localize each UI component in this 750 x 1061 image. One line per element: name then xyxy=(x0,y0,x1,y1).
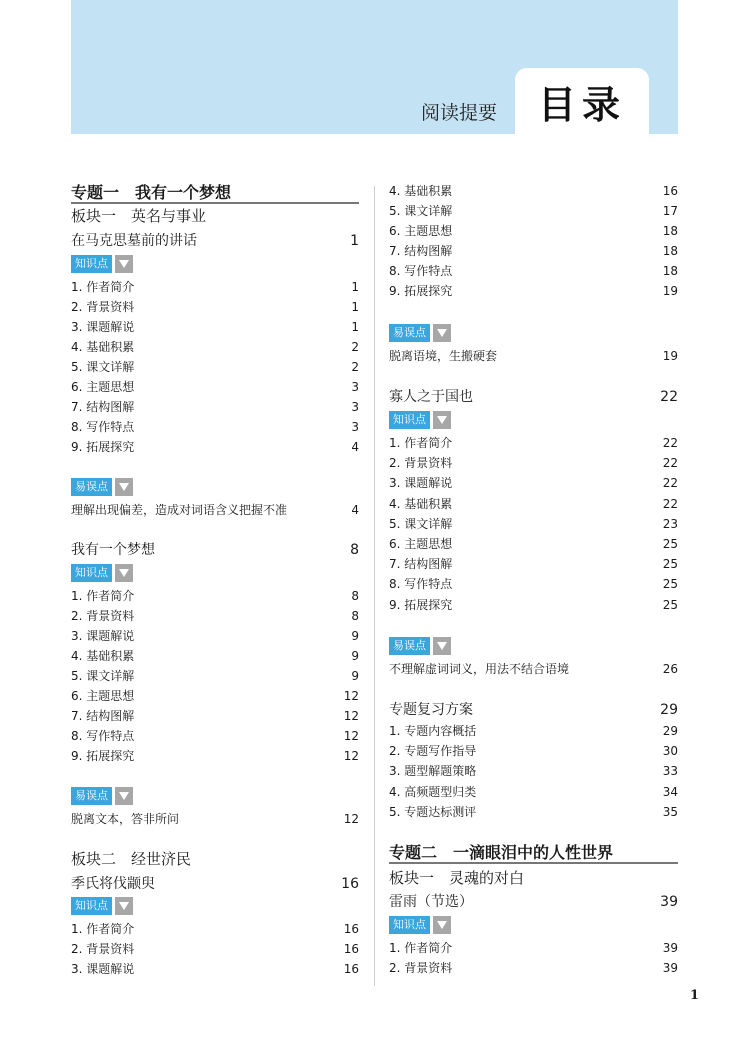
page-ref: 39 xyxy=(660,894,678,910)
toc-entry[interactable] xyxy=(71,960,359,978)
page-ref: 16 xyxy=(343,962,359,976)
page-ref: 2 xyxy=(351,360,359,374)
toc-entry-label: 2. 背景资料 xyxy=(71,942,135,956)
toc-entry-label: 2. 背景资料 xyxy=(389,456,453,471)
toc-entry-label: 9. 拓展探究 xyxy=(71,749,135,763)
section-underline xyxy=(389,862,678,864)
toc-entry[interactable] xyxy=(389,742,678,760)
title-tab xyxy=(515,68,649,134)
toc-entry-label: 9. 拓展探究 xyxy=(71,440,135,454)
page-ref: 16 xyxy=(343,942,359,956)
toc-entry[interactable] xyxy=(389,803,678,821)
page-ref: 22 xyxy=(662,456,678,471)
page-ref: 22 xyxy=(660,389,678,405)
page-ref: 16 xyxy=(662,184,678,198)
toc-entry[interactable] xyxy=(71,398,359,416)
toc-entry[interactable] xyxy=(389,515,678,533)
toc-entry[interactable] xyxy=(389,262,678,280)
page-ref: 3 xyxy=(351,380,359,394)
page-ref: 12 xyxy=(343,729,359,743)
toc-entry-label: 7. 结构图解 xyxy=(71,709,135,723)
toc-entry-label: 4. 基础积累 xyxy=(71,649,135,663)
page-ref: 4 xyxy=(351,503,359,517)
toc-entry-label: 6. 主题思想 xyxy=(71,380,135,394)
toc-entry[interactable] xyxy=(71,298,359,316)
toc-entry[interactable] xyxy=(389,222,678,240)
toc-entry[interactable] xyxy=(389,939,678,957)
toc-entry[interactable] xyxy=(71,727,359,745)
triangle-down-icon xyxy=(433,411,451,429)
toc-entry-label: 1. 作者简介 xyxy=(389,941,453,955)
special-topic-heading xyxy=(389,844,678,862)
page-title: 目录 xyxy=(537,82,626,127)
page-ref: 25 xyxy=(662,537,678,551)
page-ref: 12 xyxy=(343,812,359,826)
knowledge-tag-text: 知识点 xyxy=(389,411,430,429)
page-ref: 25 xyxy=(662,557,678,572)
toc-entry-label: 1. 作者简介 xyxy=(71,922,135,936)
toc-entry[interactable] xyxy=(389,182,678,200)
review-entry-label: 专题复习方案 xyxy=(389,702,473,718)
toc-entry-label: 7. 结构图解 xyxy=(389,557,453,572)
page-ref: 39 xyxy=(662,961,678,975)
knowledge-tag-text: 知识点 xyxy=(71,564,112,582)
error-point-entry[interactable] xyxy=(71,501,359,519)
error-point-entry-label: 不理解虚词词义，用法不结合语境 xyxy=(389,662,570,676)
block-heading-label: 板块一 灵魂的对白 xyxy=(389,869,525,887)
page-ref: 35 xyxy=(662,804,678,819)
toc-entry[interactable] xyxy=(389,434,678,452)
knowledge-tag xyxy=(389,411,451,429)
page-ref: 26 xyxy=(662,662,678,676)
error-tag xyxy=(71,478,133,496)
block-heading xyxy=(71,850,359,868)
special-topic-heading xyxy=(71,184,359,202)
column-divider xyxy=(374,186,375,986)
toc-entry-label: 1. 作者简介 xyxy=(71,280,135,294)
toc-entry-label: 3. 课题解说 xyxy=(71,629,135,643)
toc-entry[interactable] xyxy=(71,920,359,938)
page-ref: 2 xyxy=(351,340,359,354)
article-entry-label: 寡人之于国也 xyxy=(389,389,473,405)
page-ref: 1 xyxy=(350,233,359,249)
toc-entry-label: 1. 作者简介 xyxy=(389,436,453,450)
toc-entry-label: 8. 写作特点 xyxy=(389,577,453,592)
toc-entry[interactable] xyxy=(71,358,359,376)
error-tag xyxy=(389,324,451,342)
error-tag-text: 易误点 xyxy=(71,787,112,805)
page-ref: 29 xyxy=(660,702,678,718)
knowledge-tag xyxy=(389,916,451,934)
toc-entry-label: 4. 基础积累 xyxy=(389,496,453,511)
error-point-entry-label: 脱离文本，答非所问 xyxy=(71,812,180,826)
page-ref: 22 xyxy=(662,496,678,511)
review-entry[interactable] xyxy=(389,701,678,719)
toc-entry-label: 5. 课文详解 xyxy=(389,204,453,218)
page-ref: 9 xyxy=(351,669,359,683)
error-point-entry[interactable] xyxy=(71,810,359,828)
toc-entry-label: 6. 主题思想 xyxy=(389,537,453,551)
toc-entry-label: 2. 专题写作指导 xyxy=(389,744,477,759)
special-topic-heading-label: 专题一 我有一个梦想 xyxy=(71,183,232,202)
toc-entry-label: 3. 题型解题策略 xyxy=(389,764,477,779)
block-heading xyxy=(71,207,359,225)
page-ref: 4 xyxy=(351,440,359,454)
page-ref: 17 xyxy=(662,204,678,218)
triangle-down-icon xyxy=(433,637,451,655)
error-tag-text: 易误点 xyxy=(71,478,112,496)
page-ref: 1 xyxy=(351,320,359,334)
toc-entry[interactable] xyxy=(389,202,678,220)
article-entry[interactable] xyxy=(389,893,678,911)
toc-entry[interactable] xyxy=(71,747,359,765)
article-entry[interactable] xyxy=(71,541,359,559)
section-underline xyxy=(71,202,359,204)
toc-entry[interactable] xyxy=(71,378,359,396)
page-ref: 8 xyxy=(351,589,359,603)
block-heading-label: 板块二 经世济民 xyxy=(71,850,192,868)
page-ref: 18 xyxy=(662,264,678,278)
toc-entry[interactable] xyxy=(71,667,359,685)
toc-entry[interactable] xyxy=(71,418,359,436)
toc-entry-label: 7. 结构图解 xyxy=(389,244,453,258)
toc-entry-label: 9. 拓展探究 xyxy=(389,597,453,612)
toc-entry[interactable] xyxy=(71,687,359,705)
toc-entry-label: 2. 背景资料 xyxy=(71,300,135,314)
page-ref: 3 xyxy=(351,400,359,414)
triangle-down-icon xyxy=(115,478,133,496)
knowledge-tag xyxy=(71,897,133,915)
error-tag-text: 易误点 xyxy=(389,637,430,655)
page-ref: 18 xyxy=(662,244,678,258)
page-ref: 18 xyxy=(662,224,678,238)
error-point-entry[interactable] xyxy=(389,347,678,365)
page-ref: 12 xyxy=(343,689,359,703)
error-point-entry[interactable] xyxy=(389,660,678,678)
toc-entry[interactable] xyxy=(389,242,678,260)
toc-entry[interactable] xyxy=(389,282,678,300)
page-ref: 34 xyxy=(662,784,678,799)
page-ref: 9 xyxy=(351,629,359,643)
triangle-down-icon xyxy=(115,897,133,915)
page-ref: 25 xyxy=(662,597,678,612)
page-ref: 16 xyxy=(343,922,359,936)
toc-entry-label: 5. 课文详解 xyxy=(389,516,453,531)
page-ref: 12 xyxy=(343,709,359,723)
special-topic-heading-label: 专题二 一滴眼泪中的人性世界 xyxy=(389,843,614,862)
error-point-entry-label: 脱离语境，生搬硬套 xyxy=(389,349,498,363)
triangle-down-icon xyxy=(433,916,451,934)
toc-entry-label: 2. 背景资料 xyxy=(71,609,135,623)
knowledge-tag-text: 知识点 xyxy=(389,916,430,934)
toc-entry-label: 1. 专题内容概括 xyxy=(389,724,477,738)
article-entry-label: 雷雨（节选） xyxy=(389,894,473,910)
toc-entry[interactable] xyxy=(71,278,359,296)
article-entry[interactable] xyxy=(71,875,359,893)
page-ref: 16 xyxy=(341,876,359,892)
toc-entry-label: 3. 课题解说 xyxy=(389,476,453,491)
article-entry-label: 在马克思墓前的讲话 xyxy=(71,233,197,249)
toc-entry-label: 6. 主题思想 xyxy=(389,224,453,238)
toc-entry[interactable] xyxy=(389,495,678,513)
triangle-down-icon xyxy=(115,787,133,805)
error-tag xyxy=(71,787,133,805)
page-number: 1 xyxy=(690,988,700,1003)
error-tag-text: 易误点 xyxy=(389,324,430,342)
page-ref: 30 xyxy=(662,744,678,759)
page-ref: 39 xyxy=(662,941,678,955)
block-heading xyxy=(389,869,678,887)
page-ref: 22 xyxy=(662,476,678,491)
toc-entry[interactable] xyxy=(389,959,678,977)
knowledge-tag xyxy=(71,564,133,582)
page-ref: 23 xyxy=(662,516,678,531)
toc-entry[interactable] xyxy=(71,587,359,605)
error-tag xyxy=(389,637,451,655)
article-entry[interactable] xyxy=(71,232,359,250)
toc-entry[interactable] xyxy=(389,783,678,801)
toc-entry[interactable] xyxy=(71,607,359,625)
toc-entry-label: 8. 写作特点 xyxy=(71,420,135,434)
toc-entry[interactable] xyxy=(389,722,678,740)
knowledge-tag xyxy=(71,255,133,273)
triangle-down-icon xyxy=(115,564,133,582)
page-ref: 3 xyxy=(351,420,359,434)
toc-entry[interactable] xyxy=(389,555,678,573)
toc-entry-label: 3. 课题解说 xyxy=(71,320,135,334)
toc-entry-label: 2. 背景资料 xyxy=(389,961,453,975)
page-ref: 19 xyxy=(662,284,678,298)
toc-entry[interactable] xyxy=(71,707,359,725)
triangle-down-icon xyxy=(115,255,133,273)
toc-entry[interactable] xyxy=(389,535,678,553)
page-ref: 19 xyxy=(662,349,678,363)
page-ref: 9 xyxy=(351,649,359,663)
page-ref: 29 xyxy=(662,724,678,738)
article-entry-label: 我有一个梦想 xyxy=(71,542,155,558)
toc-entry[interactable] xyxy=(389,575,678,593)
triangle-down-icon xyxy=(433,324,451,342)
toc-entry[interactable] xyxy=(389,474,678,492)
page-ref: 33 xyxy=(662,764,678,779)
toc-entry-label: 4. 高频题型归类 xyxy=(389,784,477,799)
page-ref: 25 xyxy=(662,577,678,592)
toc-entry-label: 8. 写作特点 xyxy=(389,264,453,278)
knowledge-tag-text: 知识点 xyxy=(71,897,112,915)
knowledge-tag-text: 知识点 xyxy=(71,255,112,273)
toc-entry-label: 9. 拓展探究 xyxy=(389,284,453,298)
toc-entry-label: 5. 课文详解 xyxy=(71,669,135,683)
error-point-entry-label: 理解出现偏差，造成对词语含义把握不准 xyxy=(71,503,288,517)
page-ref: 22 xyxy=(662,436,678,450)
toc-entry[interactable] xyxy=(71,338,359,356)
toc-entry-label: 4. 基础积累 xyxy=(389,184,453,198)
toc-entry[interactable] xyxy=(71,647,359,665)
article-entry[interactable] xyxy=(389,388,678,406)
toc-entry-label: 7. 结构图解 xyxy=(71,400,135,414)
toc-entry-label: 4. 基础积累 xyxy=(71,340,135,354)
page-subtitle: 阅读提要 xyxy=(421,102,498,124)
toc-entry[interactable] xyxy=(71,627,359,645)
toc-entry[interactable] xyxy=(389,762,678,780)
page-ref: 8 xyxy=(351,609,359,623)
toc-entry-label: 5. 专题达标测评 xyxy=(389,804,477,819)
toc-entry[interactable] xyxy=(389,596,678,614)
article-entry-label: 季氏将伐颛臾 xyxy=(71,876,155,892)
toc-entry-label: 6. 主题思想 xyxy=(71,689,135,703)
toc-entry-label: 3. 课题解说 xyxy=(71,962,135,976)
page-ref: 1 xyxy=(351,280,359,294)
toc-entry-label: 5. 课文详解 xyxy=(71,360,135,374)
page-ref: 1 xyxy=(351,300,359,314)
toc-entry-label: 8. 写作特点 xyxy=(71,729,135,743)
toc-entry[interactable] xyxy=(71,438,359,456)
page-ref: 12 xyxy=(343,749,359,763)
page-ref: 8 xyxy=(350,542,359,558)
toc-entry-label: 1. 作者简介 xyxy=(71,589,135,603)
block-heading-label: 板块一 英名与事业 xyxy=(71,207,207,225)
toc-entry[interactable] xyxy=(71,940,359,958)
toc-entry[interactable] xyxy=(389,454,678,472)
toc-entry[interactable] xyxy=(71,318,359,336)
